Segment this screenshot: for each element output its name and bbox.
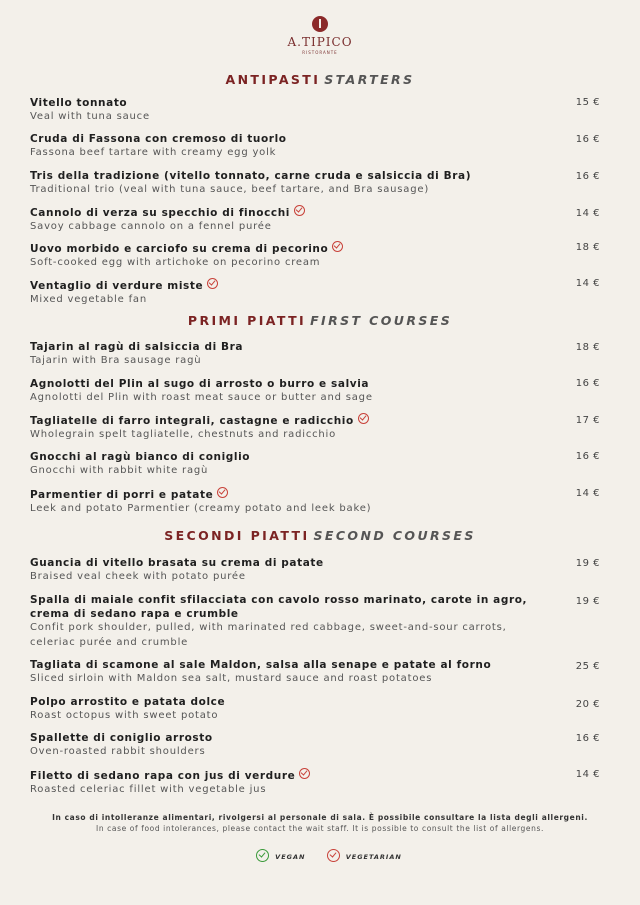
item-desc: Oven-roasted rabbit shoulders bbox=[30, 746, 206, 757]
vegan-check-icon bbox=[256, 849, 269, 862]
item-price: 17 € bbox=[575, 415, 600, 426]
item-name bbox=[30, 768, 540, 783]
menu-item bbox=[30, 593, 610, 650]
item-desc: Soft-cooked egg with artichoke on pecorino cream bbox=[30, 257, 321, 268]
item-price: 16 € bbox=[575, 733, 600, 744]
menu-item bbox=[30, 278, 610, 308]
item-desc: Roasted celeriac fillet with vegetable jus bbox=[30, 784, 267, 795]
item-desc: Gnocchi with rabbit white ragù bbox=[30, 465, 209, 476]
item-price: 14 € bbox=[575, 488, 600, 499]
menu-item bbox=[30, 768, 610, 798]
item-name: Polpo arrostito e patata dolce bbox=[30, 696, 226, 708]
item-name-text: Uovo morbido e carciofo su crema di pecorino bbox=[30, 243, 329, 255]
item-name bbox=[30, 241, 540, 256]
menu-item bbox=[30, 695, 610, 724]
section-title-en: FIRST COURSES bbox=[310, 313, 453, 328]
item-name: Tagliata di scamone al sale Maldon, salsa alla senape e patate al forno bbox=[30, 659, 492, 671]
logo bbox=[0, 16, 640, 55]
item-name: Gnocchi al ragù bianco di coniglio bbox=[30, 451, 251, 463]
item-name: Cruda di Fassona con cremoso di tuorlo bbox=[30, 133, 287, 145]
item-desc: Tajarin with Bra sausage ragù bbox=[30, 355, 202, 366]
item-desc: Confit pork shoulder, pulled, with marinated red cabbage, sweet-and-sour carrots, celeriac purée and crumble bbox=[30, 622, 507, 648]
vegetarian-check-icon bbox=[358, 413, 369, 424]
item-desc: Roast octopus with sweet potato bbox=[30, 710, 219, 721]
item-name-text: Filetto di sedano rapa con jus di verdure bbox=[30, 770, 296, 782]
item-name-text: Tagliatelle di farro integrali, castagne e radicchio bbox=[30, 415, 354, 427]
menu-item bbox=[30, 377, 610, 406]
section-title-it: SECONDI PIATTI bbox=[164, 528, 310, 543]
vegetarian-check-icon bbox=[294, 205, 305, 216]
menu-item bbox=[30, 658, 610, 687]
brand-name: A.TIPICO bbox=[287, 35, 353, 49]
item-desc: Veal with tuna sauce bbox=[30, 111, 150, 122]
vegetarian-check-icon bbox=[217, 487, 228, 498]
item-price: 19 € bbox=[575, 596, 600, 607]
wine-drop-icon bbox=[312, 16, 328, 32]
item-desc: Savoy cabbage cannolo on a fennel purée bbox=[30, 221, 272, 232]
item-price: 14 € bbox=[575, 278, 600, 289]
item-name bbox=[30, 487, 540, 502]
item-name: Spalla di maiale confit sfilacciata con cavolo rosso marinato, carote in agro, crema di sedano rapa e crumble bbox=[30, 594, 528, 620]
section-title-secondi bbox=[0, 528, 640, 543]
diet-legend bbox=[0, 849, 640, 862]
item-desc: Fassona beef tartare with creamy egg yolk bbox=[30, 147, 277, 158]
legend-vegan: VEGAN bbox=[275, 853, 306, 861]
item-desc: Braised veal cheek with potato purée bbox=[30, 571, 246, 582]
item-price: 18 € bbox=[575, 342, 600, 353]
menu-item bbox=[30, 96, 610, 125]
item-price: 16 € bbox=[575, 171, 600, 182]
menu-item bbox=[30, 241, 610, 271]
menu-item bbox=[30, 340, 610, 369]
item-name-text: Cannolo di verza su specchio di finocchi bbox=[30, 207, 290, 219]
item-desc: Leek and potato Parmentier (creamy potato and leek bake) bbox=[30, 503, 372, 514]
item-name-text: Ventaglio di verdure miste bbox=[30, 280, 204, 292]
section-title-primi bbox=[0, 313, 640, 328]
menu-item bbox=[30, 205, 610, 235]
menu-item bbox=[30, 132, 610, 161]
item-name bbox=[30, 205, 540, 220]
item-price: 19 € bbox=[575, 558, 600, 569]
item-name: Agnolotti del Plin al sugo di arrosto o burro e salvia bbox=[30, 378, 370, 390]
vegetarian-check-icon bbox=[299, 768, 310, 779]
menu-item bbox=[30, 731, 610, 760]
section-title-antipasti bbox=[0, 72, 640, 87]
item-price: 16 € bbox=[575, 451, 600, 462]
item-price: 14 € bbox=[575, 769, 600, 780]
menu-item bbox=[30, 556, 610, 585]
item-price: 20 € bbox=[575, 699, 600, 710]
item-name-text: Parmentier di porri e patate bbox=[30, 489, 214, 501]
allergen-notice-en: In case of food intolerances, please contact the wait staff. It is possible to consult the list of allergens. bbox=[96, 824, 544, 833]
section-title-it: PRIMI PIATTI bbox=[187, 313, 307, 328]
menu-item bbox=[30, 450, 610, 479]
vegetarian-check-icon bbox=[327, 849, 340, 862]
vegetarian-check-icon bbox=[207, 278, 218, 289]
item-name: Tajarin al ragù di salsiccia di Bra bbox=[30, 341, 244, 353]
item-price: 16 € bbox=[575, 134, 600, 145]
section-title-en: STARTERS bbox=[324, 72, 415, 87]
legend-vegetarian: VEGETARIAN bbox=[345, 853, 402, 861]
allergen-notice-it: In caso di intolleranze alimentari, rivolgersi al personale di sala. È possibile consultare la lista degli allergeni. bbox=[52, 813, 588, 822]
item-price: 14 € bbox=[575, 208, 600, 219]
item-name: Tris della tradizione (vitello tonnato, carne cruda e salsiccia di Bra) bbox=[30, 170, 472, 182]
vegetarian-check-icon bbox=[332, 241, 343, 252]
item-desc: Sliced sirloin with Maldon sea salt, mustard sauce and roast potatoes bbox=[30, 673, 433, 684]
item-price: 18 € bbox=[575, 242, 600, 253]
item-name: Spallette di coniglio arrosto bbox=[30, 732, 213, 744]
brand-subtitle: RISTORANTE bbox=[302, 50, 338, 55]
item-name bbox=[30, 278, 540, 293]
item-price: 15 € bbox=[575, 97, 600, 108]
item-price: 16 € bbox=[575, 378, 600, 389]
menu-item bbox=[30, 487, 610, 517]
item-desc: Traditional trio (veal with tuna sauce, beef tartare, and Bra sausage) bbox=[30, 184, 430, 195]
item-price: 25 € bbox=[575, 661, 600, 672]
item-desc: Agnolotti del Plin with roast meat sauce or butter and sage bbox=[30, 392, 373, 403]
menu-item bbox=[30, 169, 610, 198]
item-name bbox=[30, 413, 540, 428]
menu-item bbox=[30, 413, 610, 443]
item-desc: Mixed vegetable fan bbox=[30, 294, 147, 305]
section-title-it: ANTIPASTI bbox=[225, 72, 321, 87]
item-desc: Wholegrain spelt tagliatelle, chestnuts and radicchio bbox=[30, 429, 337, 440]
item-name: Guancia di vitello brasata su crema di patate bbox=[30, 557, 324, 569]
section-title-en: SECOND COURSES bbox=[313, 528, 476, 543]
item-name: Vitello tonnato bbox=[30, 97, 128, 109]
